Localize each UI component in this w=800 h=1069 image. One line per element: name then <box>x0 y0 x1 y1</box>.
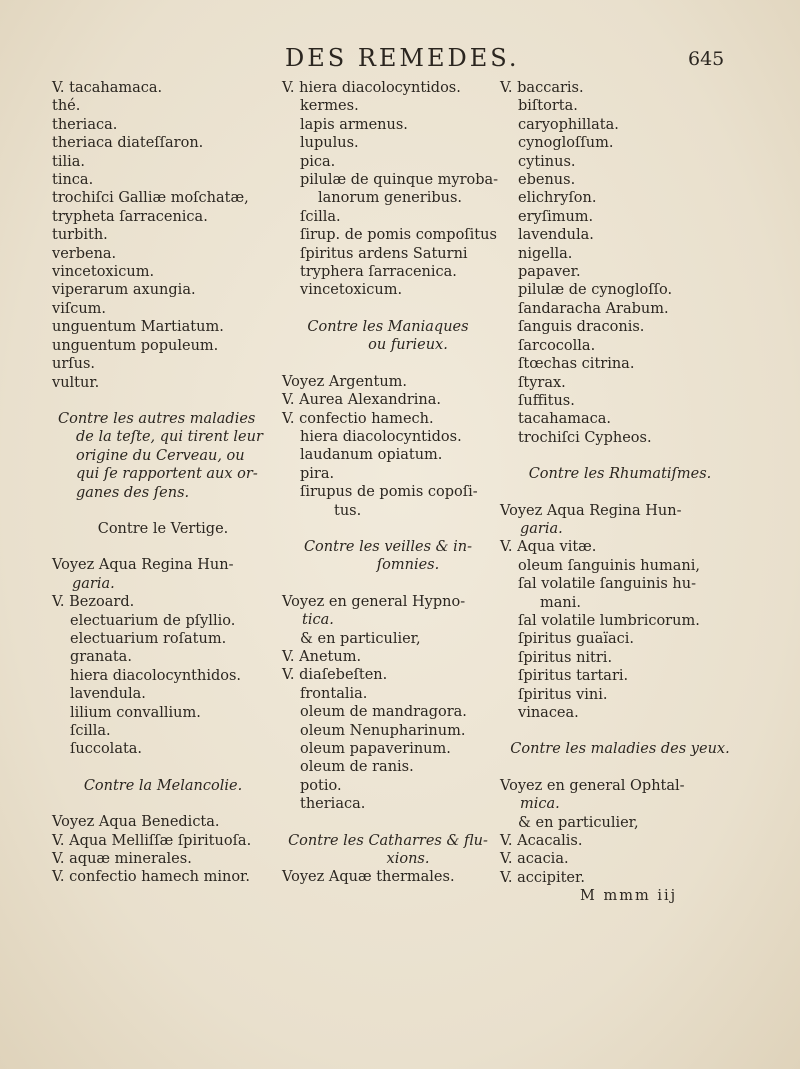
list-item: oleum de mandragora. <box>300 704 467 721</box>
list-item: ſcilla. <box>300 208 341 225</box>
see-reference: Voyez en general Hypno- <box>282 593 466 610</box>
list-item: tryphera ſarracenica. <box>300 264 457 281</box>
signature-mark: M mmm iij <box>580 888 678 905</box>
section-heading-yeux: Contre les maladies des yeux. <box>510 741 730 758</box>
list-item: hiera diacolocyntidos. <box>300 428 462 445</box>
see-reference-cont: garia. <box>520 520 563 537</box>
list-item: ſpiritus guaïaci. <box>518 631 634 648</box>
list-item: tacahamaca. <box>518 411 611 428</box>
list-item: V. hiera diacolocyntidos. <box>282 80 461 96</box>
list-item: electuarium roſatum. <box>70 630 227 647</box>
list-item: V. tacahamaca. <box>52 80 163 96</box>
list-item: V. accipiter. <box>500 869 585 886</box>
heading-line: Contre les veilles & in- <box>303 538 473 555</box>
list-item: lupulus. <box>300 135 359 152</box>
list-item: viperarum axungia. <box>52 282 196 299</box>
list-item: ſal volatile ſanguinis hu- <box>518 576 696 593</box>
list-item: pilulæ de quinque myroba- <box>300 172 499 189</box>
list-item: lavendula. <box>70 686 146 703</box>
list-item: V. Anetum. <box>282 648 362 665</box>
list-item: caryophillata. <box>518 116 619 133</box>
list-item: eryſimum. <box>518 208 594 225</box>
section-heading-veilles <box>282 538 494 575</box>
list-item: & en particulier, <box>518 814 639 831</box>
section-heading-vertige: Contre le Vertige. <box>97 520 229 537</box>
list-item: V. Aqua vitæ. <box>500 539 597 556</box>
heading-line: Contre les Maniaques <box>307 318 469 335</box>
see-reference-cont: tica. <box>302 612 334 629</box>
list-item: elichryſon. <box>518 190 597 207</box>
section-heading-maladies <box>52 410 274 502</box>
list-item: oleum papaverinum. <box>300 741 451 757</box>
running-title: DES REMEDES. <box>285 44 520 72</box>
list-item: unguentum populeum. <box>52 337 219 354</box>
see-reference-cont: garia. <box>72 575 115 592</box>
see-reference: Voyez Argentum. <box>282 373 408 390</box>
list-item: unguentum Martiatum. <box>52 319 224 336</box>
list-item: V. Aqua Melliſſæ ſpirituoſa. <box>52 832 252 849</box>
heading-line: ganes des ſens. <box>76 484 190 501</box>
list-item: V. Acacalis. <box>500 833 583 850</box>
list-item: lanorum generibus. <box>318 190 463 207</box>
list-item: lavendula. <box>518 227 594 244</box>
see-reference: Voyez Aqua Benedicta. <box>52 814 220 831</box>
list-item: ſuccolata. <box>70 741 143 758</box>
list-item: oleum Nenupharinum. <box>300 722 466 739</box>
list-item: tus. <box>334 502 362 519</box>
list-item: papaver. <box>518 264 581 281</box>
see-reference: Voyez Aqua Regina Hun- <box>52 557 234 574</box>
see-reference: Voyez en general Ophtal- <box>500 777 685 794</box>
see-reference: Voyez Aqua Regina Hun- <box>500 502 682 519</box>
list-item: mani. <box>540 594 581 611</box>
column-left <box>52 79 274 887</box>
list-item: turbith. <box>52 227 108 244</box>
list-item: oleum ſanguinis humani, <box>518 557 700 574</box>
heading-line: de la teſte, qui tirent leur <box>76 429 263 446</box>
list-item: vultur. <box>52 374 100 391</box>
list-item: V. aquæ minerales. <box>52 851 192 868</box>
heading-line: xions. <box>386 851 430 868</box>
list-item: vincetoxicum. <box>52 264 155 281</box>
page-header <box>0 44 800 74</box>
list-item: theriaca diateſſaron. <box>52 135 204 152</box>
list-item: V. confectio hamech. <box>282 410 434 427</box>
list-item: ſcilla. <box>70 723 111 739</box>
list-item: granata. <box>70 649 132 666</box>
list-item: laudanum opiatum. <box>300 447 443 464</box>
see-reference: Voyez Aquæ thermales. <box>282 869 455 886</box>
heading-line: origine du Cerveau, ou <box>76 447 245 464</box>
heading-line: ſomnies. <box>376 557 440 574</box>
list-item: ſpiritus ardens Saturni <box>300 245 468 262</box>
list-item: V. diaſebeſten. <box>282 667 388 684</box>
list-item: trochiſci Galliæ moſchatæ, <box>52 190 249 207</box>
list-item: V. Bezoard. <box>52 594 135 611</box>
list-item: kermes. <box>300 98 359 115</box>
list-item: cytinus. <box>518 153 576 170</box>
list-item: ebenus. <box>518 172 576 189</box>
list-item: ſal volatile lumbricorum. <box>518 612 700 629</box>
heading-line: ou furieux. <box>368 337 448 354</box>
list-item: viſcum. <box>52 300 107 317</box>
heading-line: Contre les Catharres & flu- <box>288 832 488 849</box>
list-item: ſarcocolla. <box>518 337 596 354</box>
section-heading-maniaques <box>282 318 494 355</box>
list-item: & en particulier, <box>300 630 421 647</box>
list-item: V. acacia. <box>500 851 569 868</box>
list-item: ſirup. de pomis compoſitus <box>300 227 497 244</box>
heading-line: qui ſe rapportent aux or- <box>76 466 258 483</box>
list-item: vincetoxicum. <box>300 282 403 299</box>
list-item: V. Aurea Alexandrina. <box>282 392 442 409</box>
list-item: theriaca. <box>300 796 366 813</box>
list-item: tinca. <box>52 172 94 189</box>
list-item: ſpiritus vini. <box>518 686 608 703</box>
list-item: trypheta ſarracenica. <box>52 208 208 225</box>
list-item: vinacea. <box>518 705 579 721</box>
list-item: V. baccaris. <box>500 80 584 96</box>
section-heading-catharres <box>282 832 494 869</box>
list-item: thé. <box>52 98 81 115</box>
list-item: frontalia. <box>300 685 368 702</box>
list-item: ſpiritus tartari. <box>518 668 629 685</box>
list-item: ſuffitus. <box>518 392 575 409</box>
list-item: pica. <box>300 153 336 170</box>
list-item: verbena. <box>52 245 117 262</box>
list-item: hiera diacolocynthidos. <box>70 667 242 684</box>
list-item: lilium convallium. <box>70 704 201 721</box>
list-item: tilia. <box>52 153 85 170</box>
list-item: pira. <box>300 465 335 482</box>
list-item: cynogloſſum. <box>518 135 614 152</box>
section-heading-melancolie: Contre la Melancolie. <box>83 777 243 794</box>
list-item: V. confectio hamech minor. <box>52 869 251 886</box>
heading-line: Contre les autres maladies <box>58 410 256 427</box>
list-item: ſtyrax. <box>518 374 566 391</box>
list-item: ſirupus de pomis copoſi- <box>300 484 478 501</box>
see-reference-cont: mica. <box>520 796 560 813</box>
list-item: ſtœchas citrina. <box>518 356 635 373</box>
column-right <box>500 79 740 906</box>
list-item: nigella. <box>518 245 573 262</box>
page-number: 645 <box>688 48 725 70</box>
section-heading-rhumatismes: Contre les Rhumatiſmes. <box>528 466 712 483</box>
list-item: biſtorta. <box>518 98 578 115</box>
list-item: lapis armenus. <box>300 116 408 133</box>
list-item: trochiſci Cypheos. <box>518 429 652 446</box>
list-item: electuarium de pſyllio. <box>70 612 236 629</box>
list-item: oleum de ranis. <box>300 759 414 776</box>
column-middle <box>282 79 499 887</box>
list-item: pilulæ de cynogloſſo. <box>518 282 673 299</box>
list-item: ſanguis draconis. <box>518 319 645 336</box>
list-item: ſpiritus nitri. <box>518 649 613 666</box>
list-item: potio. <box>300 777 342 794</box>
list-item: theriaca. <box>52 116 118 133</box>
list-item: ſandaracha Arabum. <box>518 300 669 317</box>
list-item: urſus. <box>52 356 96 373</box>
